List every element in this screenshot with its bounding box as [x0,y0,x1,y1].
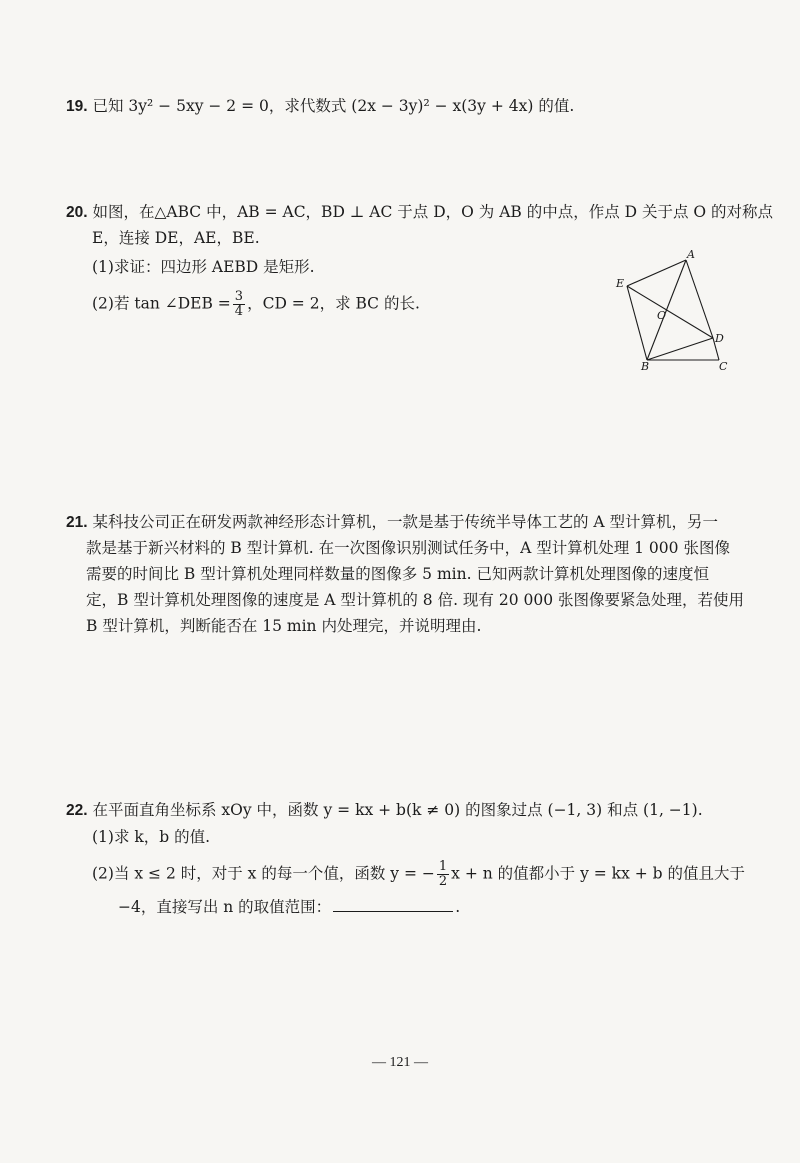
part-text: (2)若 tan ∠DEB = [92,294,231,313]
question-text: 如图，在△ABC 中，AB = AC，BD ⊥ AC 于点 D，O 为 AB 的中点，作点 D 关于点 O 的对称点 [92,203,774,221]
question-22-part-2 [92,860,745,889]
question-20-line-1 [66,202,773,223]
label-d: D [715,332,724,345]
question-21-line-1 [66,512,718,533]
geometry-figure [605,243,735,373]
label-c: C [719,360,728,373]
question-20-part-1: (1)求证：四边形 AEBD 是矩形. [92,258,315,276]
question-22-part-2-line-2 [118,897,460,917]
segment-bd [647,338,713,360]
part-text: −4，直接写出 n 的取值范围： [118,898,332,916]
question-21-line-5: B 型计算机，判断能否在 15 min 内处理完，并说明理由. [86,617,482,635]
label-o: O [657,309,667,322]
fraction [437,860,449,889]
part-text: . [455,898,461,916]
question-number: 22. [66,802,88,819]
question-20-part-2 [92,290,420,319]
segment-ad [686,260,713,338]
part-text: ，CD = 2，求 BC 的长. [247,294,420,313]
question-text: 已知 3y² − 5xy − 2 = 0，求代数式 (2x − 3y)² − x(3y + 4x) 的值. [92,97,575,115]
fraction [233,290,245,319]
question-22-line-1 [66,800,703,821]
question-text: 在平面直角坐标系 xOy 中，函数 y = kx + b(k ≠ 0) 的图象过点 (−1, 3) 和点 (1, −1). [92,801,703,819]
part-text: x + n 的值都小于 y = kx + b 的值且大于 [451,864,745,883]
question-19 [66,96,574,117]
label-e: E [616,277,625,290]
question-21-line-4: 定，B 型计算机处理图像的速度是 A 型计算机的 8 倍. 现有 20 000 张图像要紧急处理，若使用 [86,591,745,609]
question-22-part-1: (1)求 k，b 的值. [92,828,211,846]
part-text: (2)当 x ≤ 2 时，对于 x 的每一个值，函数 y = − [92,864,435,883]
question-21-line-3: 需要的时间比 B 型计算机处理同样数量的图像多 5 min. 已知两款计算机处理图像的速度恒 [86,565,709,583]
fraction-numerator: 3 [234,289,244,304]
page-number: — 121 — [372,1055,428,1070]
fraction-denominator: 4 [234,304,244,319]
question-20-line-2: E，连接 DE，AE，BE. [92,229,260,247]
label-b: B [641,360,650,373]
fraction-numerator: 1 [438,859,448,874]
segment-ed [627,286,713,338]
fraction-denominator: 2 [438,874,448,889]
question-text: 某科技公司正在研发两款神经形态计算机，一款是基于传统半导体工艺的 A 型计算机，另一 [92,513,719,531]
question-number: 20. [66,204,88,221]
segment-eb [627,286,647,360]
question-number: 19. [66,98,88,115]
answer-blank[interactable] [333,897,453,912]
label-a: A [687,248,695,261]
question-21-line-2: 款是基于新兴材料的 B 型计算机. 在一次图像识别测试任务中，A 型计算机处理 1 000 张图像 [86,539,730,557]
question-number: 21. [66,514,88,531]
